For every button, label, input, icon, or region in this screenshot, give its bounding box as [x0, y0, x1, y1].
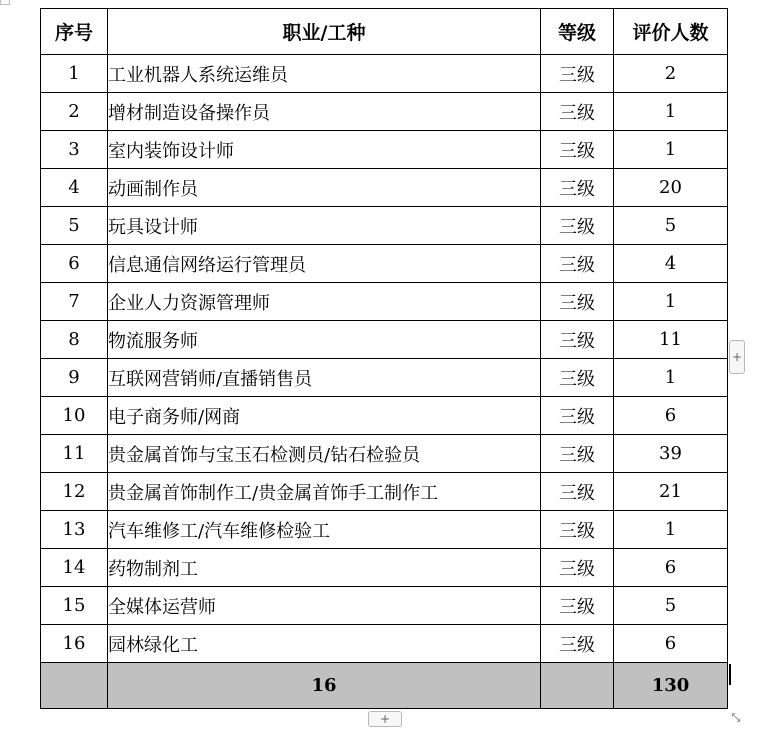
row-level-cell[interactable]: 三级 — [541, 55, 614, 93]
row-occupation-cell[interactable]: 增材制造设备操作员 — [108, 93, 541, 131]
row-count-cell[interactable]: 4 — [614, 245, 728, 283]
row-index-cell[interactable]: 6 — [41, 245, 108, 283]
table-row — [41, 549, 728, 587]
text-cursor — [729, 664, 731, 685]
data-table — [40, 8, 728, 709]
row-count-cell[interactable]: 6 — [614, 625, 728, 663]
table-row — [41, 359, 728, 397]
row-level-cell[interactable]: 三级 — [541, 435, 614, 473]
row-level-cell[interactable]: 三级 — [541, 169, 614, 207]
row-count-cell[interactable]: 20 — [614, 169, 728, 207]
row-index-cell[interactable]: 4 — [41, 169, 108, 207]
row-level-cell[interactable]: 三级 — [541, 625, 614, 663]
table-row — [41, 397, 728, 435]
header-count[interactable]: 评价人数 — [614, 9, 728, 55]
row-index-cell[interactable]: 2 — [41, 93, 108, 131]
row-index-cell[interactable]: 8 — [41, 321, 108, 359]
table-move-handle-icon[interactable] — [0, 0, 10, 5]
header-level[interactable]: 等级 — [541, 9, 614, 55]
row-index-cell[interactable]: 11 — [41, 435, 108, 473]
row-count-cell[interactable]: 39 — [614, 435, 728, 473]
row-level-cell[interactable]: 三级 — [541, 549, 614, 587]
row-occupation-cell[interactable]: 工业机器人系统运维员 — [108, 55, 541, 93]
row-occupation-cell[interactable]: 信息通信网络运行管理员 — [108, 245, 541, 283]
row-level-cell[interactable]: 三级 — [541, 587, 614, 625]
row-index-cell[interactable]: 10 — [41, 397, 108, 435]
row-index-cell[interactable]: 7 — [41, 283, 108, 321]
row-index-cell[interactable]: 14 — [41, 549, 108, 587]
row-occupation-cell[interactable]: 电子商务师/网商 — [108, 397, 541, 435]
table-row — [41, 321, 728, 359]
total-people-count[interactable]: 130 — [614, 663, 728, 709]
row-index-cell[interactable]: 12 — [41, 473, 108, 511]
table-body — [41, 55, 728, 663]
row-level-cell[interactable]: 三级 — [541, 511, 614, 549]
total-level-cell[interactable] — [541, 663, 614, 709]
table-resize-icon[interactable] — [729, 711, 743, 725]
row-occupation-cell[interactable]: 贵金属首饰制作工/贵金属首饰手工制作工 — [108, 473, 541, 511]
row-count-cell[interactable]: 5 — [614, 207, 728, 245]
table-row — [41, 245, 728, 283]
row-occupation-cell[interactable]: 玩具设计师 — [108, 207, 541, 245]
row-index-cell[interactable]: 15 — [41, 587, 108, 625]
row-occupation-cell[interactable]: 贵金属首饰与宝玉石检测员/钻石检验员 — [108, 435, 541, 473]
table-header-row — [41, 9, 728, 55]
row-index-cell[interactable]: 1 — [41, 55, 108, 93]
row-count-cell[interactable]: 6 — [614, 397, 728, 435]
total-occupation-count[interactable]: 16 — [108, 663, 541, 709]
table-row — [41, 587, 728, 625]
table-total-row — [41, 663, 728, 709]
row-level-cell[interactable]: 三级 — [541, 473, 614, 511]
row-level-cell[interactable]: 三级 — [541, 321, 614, 359]
row-index-cell[interactable]: 13 — [41, 511, 108, 549]
row-occupation-cell[interactable]: 园林绿化工 — [108, 625, 541, 663]
table-row — [41, 131, 728, 169]
row-count-cell[interactable]: 11 — [614, 321, 728, 359]
row-count-cell[interactable]: 1 — [614, 359, 728, 397]
table-row — [41, 283, 728, 321]
row-level-cell[interactable]: 三级 — [541, 359, 614, 397]
table-row — [41, 169, 728, 207]
row-occupation-cell[interactable]: 药物制剂工 — [108, 549, 541, 587]
table-row — [41, 435, 728, 473]
plus-icon: + — [379, 712, 391, 726]
row-count-cell[interactable]: 1 — [614, 131, 728, 169]
row-occupation-cell[interactable]: 全媒体运营师 — [108, 587, 541, 625]
row-count-cell[interactable]: 1 — [614, 283, 728, 321]
row-level-cell[interactable]: 三级 — [541, 283, 614, 321]
row-index-cell[interactable]: 5 — [41, 207, 108, 245]
row-occupation-cell[interactable]: 互联网营销师/直播销售员 — [108, 359, 541, 397]
row-count-cell[interactable]: 21 — [614, 473, 728, 511]
add-row-button[interactable] — [368, 711, 402, 727]
row-level-cell[interactable]: 三级 — [541, 245, 614, 283]
row-index-cell[interactable]: 9 — [41, 359, 108, 397]
table-row — [41, 207, 728, 245]
row-index-cell[interactable]: 3 — [41, 131, 108, 169]
row-occupation-cell[interactable]: 物流服务师 — [108, 321, 541, 359]
header-occupation[interactable]: 职业/工种 — [108, 9, 541, 55]
table-row — [41, 473, 728, 511]
row-level-cell[interactable]: 三级 — [541, 131, 614, 169]
row-count-cell[interactable]: 6 — [614, 549, 728, 587]
add-column-button[interactable] — [729, 340, 745, 374]
row-occupation-cell[interactable]: 动画制作员 — [108, 169, 541, 207]
row-count-cell[interactable]: 2 — [614, 55, 728, 93]
row-count-cell[interactable]: 1 — [614, 511, 728, 549]
row-count-cell[interactable]: 1 — [614, 93, 728, 131]
row-occupation-cell[interactable]: 室内装饰设计师 — [108, 131, 541, 169]
total-index-cell[interactable] — [41, 663, 108, 709]
table-row — [41, 511, 728, 549]
table-row — [41, 55, 728, 93]
resize-arrow-icon: ⤡ — [731, 711, 741, 724]
plus-icon: + — [731, 350, 743, 364]
row-level-cell[interactable]: 三级 — [541, 397, 614, 435]
row-level-cell[interactable]: 三级 — [541, 207, 614, 245]
row-level-cell[interactable]: 三级 — [541, 93, 614, 131]
table-row — [41, 93, 728, 131]
table-row — [41, 625, 728, 663]
header-index[interactable]: 序号 — [41, 9, 108, 55]
row-occupation-cell[interactable]: 企业人力资源管理师 — [108, 283, 541, 321]
row-count-cell[interactable]: 5 — [614, 587, 728, 625]
row-index-cell[interactable]: 16 — [41, 625, 108, 663]
row-occupation-cell[interactable]: 汽车维修工/汽车维修检验工 — [108, 511, 541, 549]
